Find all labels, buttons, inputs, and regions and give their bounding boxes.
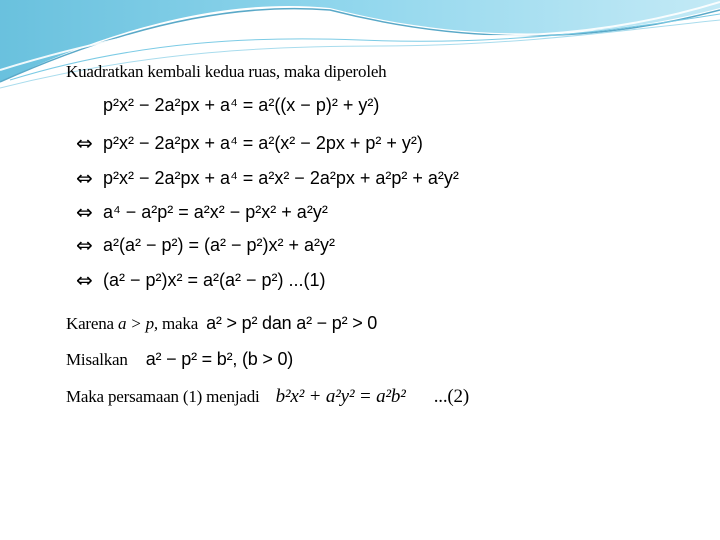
equation-row-1: p²x² − 2a²px + a⁴ = a²((x − p)² + y²) <box>103 95 380 115</box>
maka-persamaan-ref: ...(2) <box>433 386 469 407</box>
equation-row-4: a⁴ − a²p² = a²x² − p²x² + a²y² <box>103 202 328 222</box>
maka-persamaan-label: Maka persamaan (1) menjadi <box>66 387 260 406</box>
equivalence-arrow-icon: ⇔ <box>76 166 93 190</box>
misalkan-math: a² − p² = b², (b > 0) <box>145 349 294 369</box>
karena-math: a² > p² dan a² − p² > 0 <box>206 313 378 333</box>
maka-persamaan-math: b²x² + a²y² = a²b² <box>275 386 406 407</box>
equivalence-arrow-icon: ⇔ <box>76 233 93 257</box>
equivalence-arrow-icon: ⇔ <box>76 200 93 224</box>
equation-row-3: p²x² − 2a²px + a⁴ = a²x² − 2a²px + a²p² + a²y² <box>103 168 459 188</box>
equation-row-5: a²(a² − p²) = (a² − p²)x² + a²y² <box>103 235 336 255</box>
karena-condition: a > p, <box>117 314 158 333</box>
equivalence-arrow-icon: ⇔ <box>76 131 93 155</box>
karena-line <box>66 313 377 334</box>
equation-row-6: (a² − p²)x² = a²(a² − p²) ...(1) <box>103 270 326 290</box>
equation-row-2: p²x² − 2a²px + a⁴ = a²(x² − 2px + p² + y²) <box>103 133 423 153</box>
intro-text: Kuadratkan kembali kedua ruas, maka diperoleh <box>66 62 387 81</box>
misalkan-label: Misalkan <box>66 350 128 369</box>
equivalence-arrow-icon: ⇔ <box>76 268 93 292</box>
karena-prefix: Karena <box>66 314 114 333</box>
misalkan-line <box>66 349 293 370</box>
karena-maka: maka <box>162 314 199 333</box>
maka-persamaan-line <box>66 386 469 408</box>
